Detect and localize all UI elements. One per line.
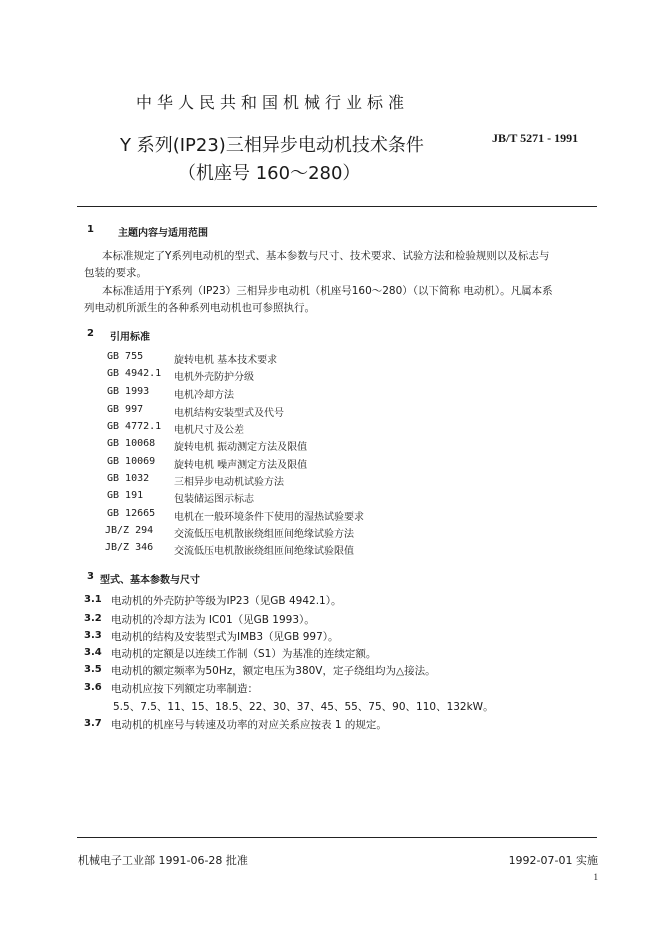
- ref-title: 交流低压电机散嵌绕组匝间绝缘试验限值: [174, 546, 354, 557]
- effective-date: 1992-07-01 实施: [508, 854, 598, 867]
- page-number: 1: [593, 872, 598, 882]
- ref-code: GB 755: [107, 351, 144, 362]
- clause-number: 3.1: [84, 594, 102, 605]
- clause-number: 3.4: [84, 647, 102, 658]
- clause-number: 3.6: [84, 682, 102, 693]
- clause-number: 3.5: [84, 664, 102, 675]
- clause-text: 电动机的定额是以连续工作制（S1）为基准的连续定额。: [111, 648, 377, 660]
- header-divider: [77, 206, 597, 207]
- ref-code: GB 4942.1: [107, 368, 162, 379]
- ref-title: 电机冷却方法: [174, 390, 234, 401]
- ref-title: 交流低压电机散嵌绕组匝间绝缘试验方法: [174, 529, 354, 540]
- ref-code: GB 10068: [107, 438, 156, 449]
- power-rating-list: 5.5、7.5、11、15、18.5、22、30、37、45、55、75、90、110、132kW。: [113, 701, 494, 713]
- section-title: 型式、基本参数与尺寸: [100, 575, 200, 586]
- clause-text: 电动机的机座号与转速及功率的对应关系应按表 1 的规定。: [111, 719, 387, 731]
- ref-code: GB 10069: [107, 456, 156, 467]
- ref-title: 旋转电机 噪声测定方法及限值: [174, 460, 308, 471]
- section-number: 3: [87, 571, 94, 582]
- section-title: 引用标准: [110, 332, 150, 343]
- paragraph-line: 本标准适用于Y系列（IP23）三相异步电动机（机座号160～280）（以下简称 电动机）。凡属本系: [102, 285, 553, 297]
- clause-text: 电动机的外壳防护等级为IP23（见GB 4942.1）。: [111, 595, 342, 607]
- ref-title: 电机在一般环境条件下使用的湿热试验要求: [174, 512, 364, 523]
- clause-number: 3.3: [84, 630, 102, 641]
- clause-number: 3.7: [84, 718, 102, 729]
- standard-number: JB/T 5271 - 1991: [492, 131, 579, 145]
- clause-text: 电动机的结构及安装型式为IMB3（见GB 997）。: [111, 631, 339, 643]
- ref-code: GB 1032: [107, 473, 150, 484]
- ref-code: GB 4772.1: [107, 421, 162, 432]
- clause-text: 电动机的额定频率为50Hz，额定电压为380V，定子绕组均为△接法。: [111, 665, 436, 677]
- ref-code: GB 12665: [107, 508, 156, 519]
- clause-text: 电动机的冷却方法为 IC01（见GB 1993）。: [111, 614, 315, 626]
- document-title: Y 系列(IP23)三相异步电动机技术条件: [120, 135, 424, 156]
- clause-text: 电动机应按下列额定功率制造：: [111, 683, 258, 695]
- clause-number: 3.2: [84, 613, 102, 624]
- ref-code: JB/Z 346: [105, 542, 154, 553]
- paragraph-line: 包装的要求。: [84, 267, 147, 279]
- document-subtitle: （机座号 160～280）: [178, 163, 361, 184]
- ref-title: 包装储运图示标志: [174, 494, 254, 505]
- ref-title: 三相异步电动机试验方法: [174, 477, 284, 488]
- ref-code: GB 191: [107, 490, 144, 501]
- industry-standard-heading: 中华人民共和国机械行业标准: [136, 93, 410, 112]
- ref-title: 旋转电机 振动测定方法及限值: [174, 442, 308, 453]
- ref-code: JB/Z 294: [105, 525, 154, 536]
- paragraph-line: 列电动机所派生的各种系列电动机也可参照执行。: [84, 302, 315, 314]
- ref-title: 电机尺寸及公差: [174, 425, 244, 436]
- ref-code: GB 997: [107, 404, 144, 415]
- section-number: 2: [87, 328, 94, 339]
- footer-divider: [77, 837, 597, 838]
- approval-info: 机械电子工业部 1991-06-28 批准: [78, 854, 248, 867]
- ref-title: 旋转电机 基本技术要求: [174, 355, 278, 366]
- ref-title: 电机结构安装型式及代号: [174, 408, 284, 419]
- ref-title: 电机外壳防护分级: [174, 372, 254, 383]
- paragraph-line: 本标准规定了Y系列电动机的型式、基本参数与尺寸、技术要求、试验方法和检验规则以及标志与: [102, 250, 550, 262]
- section-title: 主题内容与适用范围: [118, 228, 208, 239]
- section-number: 1: [87, 224, 94, 235]
- ref-code: GB 1993: [107, 386, 150, 397]
